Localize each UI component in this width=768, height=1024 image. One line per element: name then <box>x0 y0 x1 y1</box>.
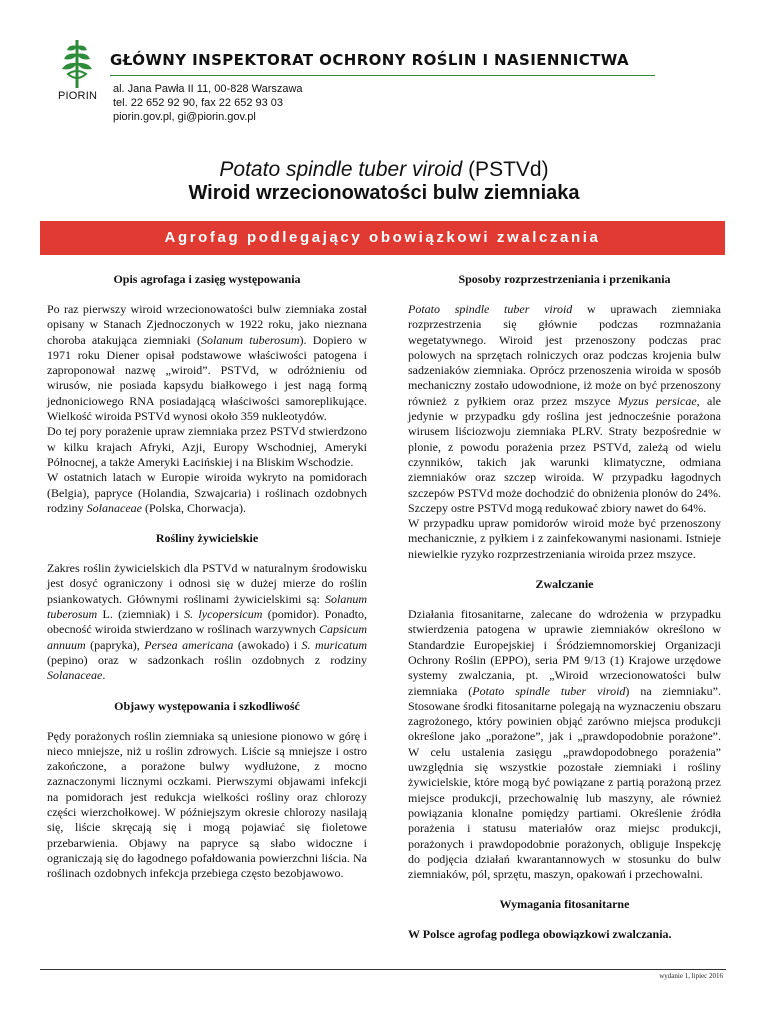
status-banner: Agrofag podlegający obowiązkowi zwalczania <box>40 221 725 255</box>
paragraph: Potato spindle tuber viroid w uprawach ziemniaka rozprzestrzenia się głównie podczas rozmnażania wegetatywnego. Wiroid jest przenoszony podczas prac polowych na sprzętach rolniczych oraz podczas krojenia bulw sadzeniaków ziemniaka. Oprócz przenoszenia wiroida w sposób mechaniczny zostało udowodnione, iż może on być przenoszony również z pyłkiem oraz przez mszyce Myzus persicae, ale jedynie w przypadku gdy roślina jest jednocześnie porażona wirusem liściozwoju ziemniaka PLRV. Straty bezpośrednie w plonie, z powodu porażenia przez PSTVd, zależą od wielu czynników, takich jak warunki klimatyczne, odmiana ziemniaków oraz szczep wiroida. W przypadku łagodnych szczepów PSTVd może dochodzić do obniżenia plonów do 24%. Szczepy ostre PSTVd mogą redukować zbiory nawet do 64%. <box>408 302 721 515</box>
paragraph: Do tej pory porażenie upraw ziemniaka przez PSTVd stwierdzono w kilku krajach Afryki, Azji, Europy Wschodniej, Ameryki Północnej, a także Ameryki Łacińskiej i na Bliskim Wschodzie. <box>47 424 367 469</box>
header-divider <box>110 75 655 76</box>
paragraph: Po raz pierwszy wiroid wrzecionowatości bulw ziemniaka został opisany w Stanach Zjednoczonych w 1922 roku, jako nieznana choroba atakująca ziemniaki (Solanum tuberosum). Dopiero w 1971 roku Diener opisał podstawowe właściwości patogena i zaproponował nazwę „wiroid”. PSTVd, w odróżnieniu od wirusów, nie posiada kapsydu białkowego i jest nagą formą jednoniciowego RNA posiadającą właściwości samoreplikujące. Wielkość wiroida PSTVd wynosi około 359 nukleotydów. <box>47 302 367 424</box>
logo-text: PIORIN <box>58 90 98 102</box>
section-heading: Sposoby rozprzestrzeniania i przenikania <box>458 272 671 286</box>
title-latin <box>0 158 768 182</box>
paragraph: Pędy porażonych roślin ziemniaka są uniesione pionowo w górę i nieco mniejsze, niż u roślin zdrowych. Liście są mniejsze i ostro zakończone, a porażone bulwy wydłużone, z mocno zaznaczonymi licznymi oczkami. Pierwszymi objawami infekcji na pomidorach jest redukcja wielkości rośliny oraz chlorozy części wierzchołkowej. W późniejszym okresie chlorozy nasilają się, liście skręcają się i mogą pojawiać się fioletowe przebarwienia. Objawy na papryce są słabo widoczne i ograniczają się do łagodnego pofałdowania powierzchni liścia. Na roślinach ozdobnych infekcja przebiega często bezobjawowo. <box>47 728 367 881</box>
section-heading: Opis agrofaga i zasięg występowania <box>113 272 301 286</box>
phone: tel. 22 652 92 90, fax 22 652 93 03 <box>113 97 284 109</box>
organization-name: GŁÓWNY INSPEKTORAT OCHRONY ROŚLIN I NASIENNICTWA <box>110 51 630 69</box>
paragraph: Zakres roślin żywicielskich dla PSTVd w naturalnym środowisku jest dosyć ograniczony i odnosi się w dużej mierze do roślin psiankowatych. Głównymi roślinami żywicielskimi są: Solanum tuberosum L. (ziemniak) i S. lycopersicum (pomidor). Ponadto, obecność wiroida stwierdzano w roślinach warzywnych Capsicum annuum (papryka), Persea americana (awokado) i S. muricatum (pepino) oraz w sadzonkach roślin ozdobnych z rodziny Solanaceae. <box>47 561 368 683</box>
paragraph: Działania fitosanitarne, zalecane do wdrożenia w przypadku stwierdzenia patogena w uprawie ziemniaków określono w Standardzie Europejskiej i Śródziemnomorskiej Organizacji Ochrony Roślin (EPPO), seria PM 9/13 (1) Krajowe urzędowe systemy zwalczania, pt. „Wiroid wrzecionowatości bulw ziemniaka (Potato spindle tuber viroid) na ziemniaku”. Stosowane środki fitosanitarne polegają na wyznaczeniu obszaru zagrożonego, który powinien objąć zarówno miejsca produkcji określone jako „porażone”, jak i „prawdopodobnie porażone”. W celu ustalenia zasięgu „prawdopodobnego porażenia” uwzględnia się wszystkie pozostałe ziemniaki i rośliny żywicielskie, które mogą być powiązane z partią porażoną przez miejsce produkcji, przechowalnię lub maszyny, ale również powiązania klonalne pomiędzy partiami. Określenie źródła porażenia i statusu materiałów oraz miejsc produkcji, porażonych i prawdopodobnie porażonych, obliguje Inspekcję do podjęcia działań kwarantannowych w stosunku do bulw ziemniaków, pól, sprzętu, maszyn, opakowań i przechowalni. <box>408 607 721 882</box>
section-heading: Zwalczanie <box>535 577 594 592</box>
paragraph: W Polsce agrofag podlega obowiązkowi zwalczania. <box>408 927 672 942</box>
section-heading: Wymagania fitosanitarne <box>499 897 630 912</box>
edition-label: wydanie 1, lipiec 2016 <box>659 972 723 980</box>
piorin-logo-icon <box>54 38 100 90</box>
address: al. Jana Pawła II 11, 00-828 Warszawa <box>113 83 303 95</box>
contact-block <box>113 82 303 124</box>
paragraph: W ostatnich latach w Europie wiroida wykryto na pomidorach (Belgia), papryce (Holandia, Szwajcaria) i roślinach ozdobnych rodziny Solanaceae (Polska, Chorwacja). <box>47 470 367 515</box>
title-latin-name: Potato spindle tuber viroid <box>219 158 463 181</box>
footer-divider <box>40 969 726 970</box>
web-contact: piorin.gov.pl, gi@piorin.gov.pl <box>113 111 256 123</box>
section-heading: Objawy występowania i szkodliwość <box>114 698 300 713</box>
paragraph: W przypadku upraw pomidorów wiroid może być przenoszony mechanicznie, z pyłkiem i z zainfekowanymi nasionami. Istnieje niewielkie ryzyko rozprzestrzeniania wiroida przez mszyce. <box>408 516 721 561</box>
title-abbr: (PSTVd) <box>468 158 549 181</box>
title-polish: Wiroid wrzecionowatości bulw ziemniaka <box>188 182 580 204</box>
right-column <box>408 272 721 943</box>
left-column <box>47 272 367 882</box>
section-heading: Rośliny żywicielskie <box>155 531 259 546</box>
